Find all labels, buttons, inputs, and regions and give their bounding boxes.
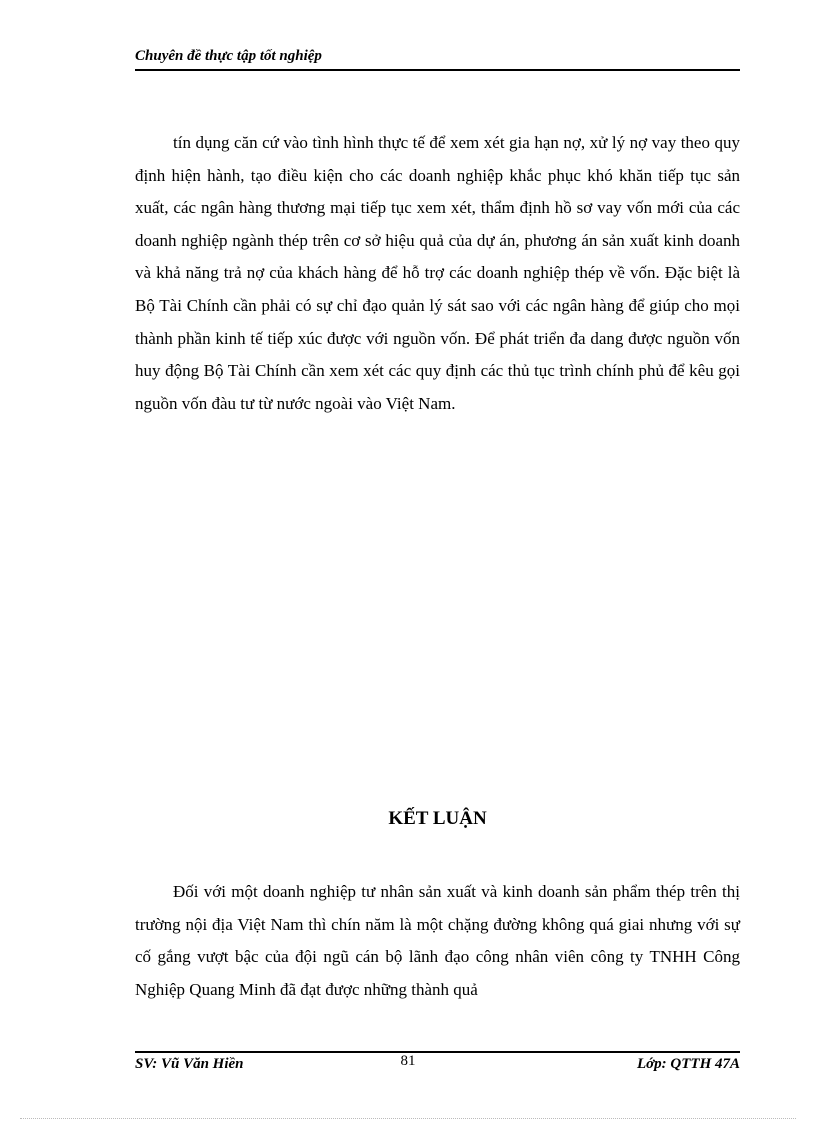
section-title: KẾT LUẬN [388,808,487,829]
page-bottom-divider [20,1118,796,1119]
footer-student-name: SV: Vũ Văn Hiền [135,1056,244,1072]
header-rule [135,69,740,71]
body-paragraph-1-block [135,127,740,420]
footer-page-number: 81 [400,1053,416,1069]
body-paragraph-1: tín dụng căn cứ vào tình hình thực tế để xem xét gia hạn nợ, xử lý nợ vay theo quy định hiện hành, tạo điều kiện cho các doanh nghiệp khắc phục khó khăn tiếp tục sản xuất, các ngân hàng thương mại tiếp tục xem xét, thẩm định hồ sơ vay vốn mới của các doanh nghiệp ngành thép trên cơ sở hiệu quả của dự án, phương án sản xuất kinh doanh và khả năng trả nợ của khách hàng để hỗ trợ các doanh nghiệp thép về vốn. Đặc biệt là Bộ Tài Chính cần phải có sự chỉ đạo quản lý sát sao với các ngân hàng để giúp cho mọi thành phần kinh tế tiếp xúc được với nguồn vốn. Để phát triển đa dang được nguồn vốn huy động Bộ Tài Chính cần xem xét các quy định các thủ tục trình chính phủ để kêu gọi nguồn vốn đàu tư từ nước ngoài vào Việt Nam. [135,133,740,413]
header-title: Chuyên đề thực tập tốt nghiệp [135,48,322,64]
body-paragraph-2: Đối với một doanh nghiệp tư nhân sản xuất và kinh doanh sản phẩm thép trên thị trường nội địa Việt Nam thì chín năm là một chặng đường không quá giai nhưng với sự cố gắng vượt bậc của đội ngũ cán bộ lãnh đạo công nhân viên công ty TNHH Công Nghiệp Quang Minh đã đạt được những thành quả [135,882,740,999]
footer-class: Lớp: QTTH 47A [636,1056,740,1072]
body-paragraph-2-block [135,876,740,1006]
